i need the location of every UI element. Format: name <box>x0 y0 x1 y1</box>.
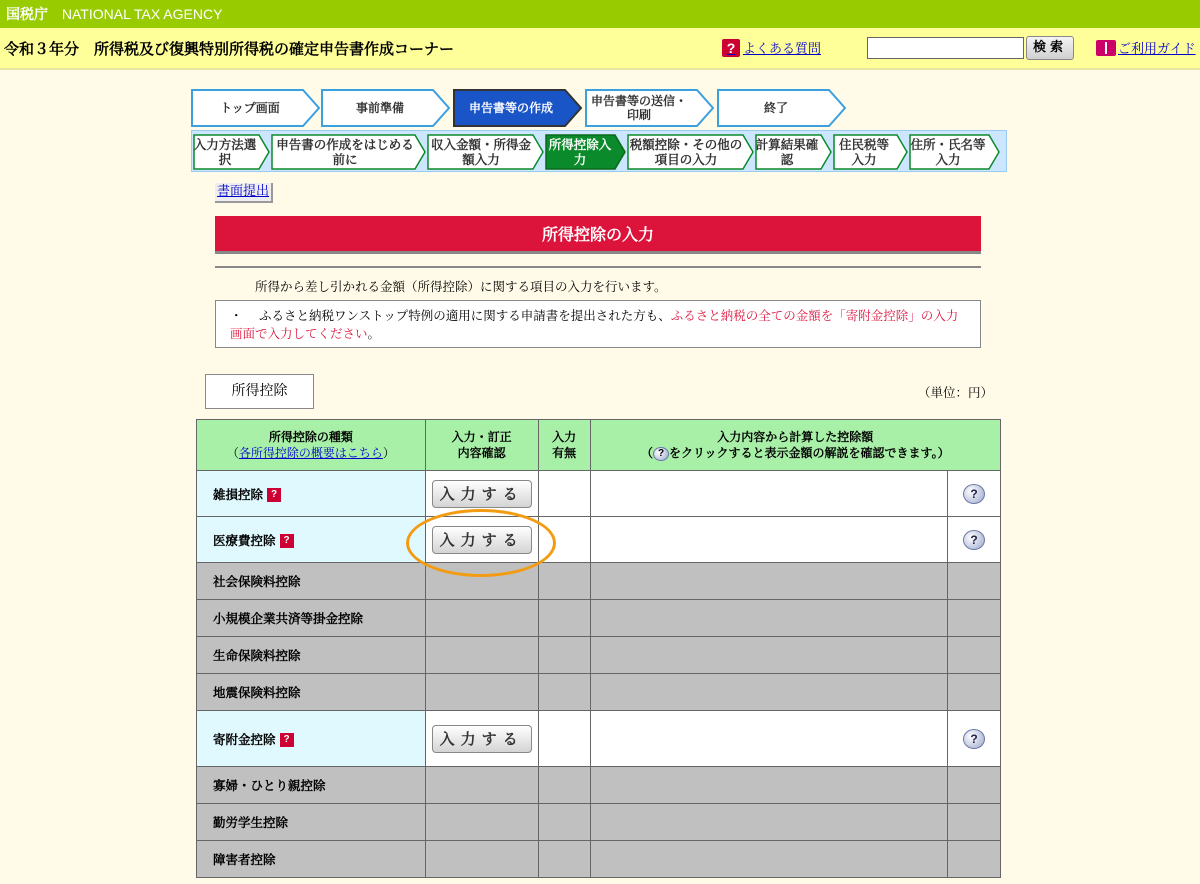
tab-income-deduction[interactable]: 所得控除 <box>205 374 314 409</box>
input-cell <box>425 471 538 517</box>
has-input-cell <box>538 600 590 637</box>
has-input-cell <box>538 674 590 711</box>
step-send-print <box>585 89 715 127</box>
input-cell <box>425 711 538 767</box>
search-input[interactable] <box>867 37 1024 59</box>
input-button-casualty[interactable]: 入力する <box>432 480 532 508</box>
deduction-name <box>197 471 426 517</box>
step-label: 終了 <box>763 101 788 115</box>
table-row <box>197 804 1001 841</box>
substep-calc-result <box>755 134 833 170</box>
search-button[interactable]: 検索 <box>1026 36 1074 60</box>
input-cell <box>425 841 538 878</box>
input-cell <box>425 674 538 711</box>
note-text-red: ふるさと納税の全ての金額を「寄附金控除」の入力画面で入力してください <box>230 308 959 341</box>
col-header-type: 所得控除の種類 （各所得控除の概要はこちら） <box>197 420 426 471</box>
substep-before-start <box>271 134 427 170</box>
question-icon[interactable]: ? <box>280 733 294 747</box>
agency-org: 国税庁 <box>6 6 48 22</box>
substep-input-method <box>193 134 271 170</box>
top-banner <box>0 0 1200 28</box>
col-header-has-input <box>538 420 590 471</box>
help-cell <box>948 600 1001 637</box>
note-text-end: 。 <box>367 326 381 341</box>
amount-cell <box>590 674 947 711</box>
input-cell <box>425 600 538 637</box>
help-icon: ? <box>653 447 669 461</box>
header-label: 所得控除の種類 <box>268 430 353 444</box>
substep-label: 計算結果確認 <box>755 137 819 167</box>
header-note-pre: （ <box>641 446 654 460</box>
help-bubble-icon[interactable]: ? <box>963 530 985 550</box>
substep-label: 申告書の作成をはじめる前に <box>276 137 414 167</box>
header-label: 入力・訂正内容確認 <box>451 430 512 460</box>
deduction-label: 雑損控除 <box>213 486 264 502</box>
deduction-name: 障害者控除 <box>197 841 426 878</box>
substep-tax-credit <box>627 134 755 170</box>
table-row <box>197 600 1001 637</box>
input-cell <box>425 637 538 674</box>
amount-cell <box>590 711 947 767</box>
help-cell <box>948 711 1001 767</box>
help-cell <box>948 471 1001 517</box>
divider <box>215 266 981 268</box>
substep-deduction-input <box>545 134 627 170</box>
help-cell <box>948 563 1001 600</box>
help-bubble-icon[interactable]: ? <box>963 729 985 749</box>
input-button-donation[interactable]: 入力する <box>432 725 532 753</box>
unit-label: （単位：円） <box>918 385 994 400</box>
deduction-name: 寡婦・ひとり親控除 <box>197 767 426 804</box>
amount-cell <box>590 804 947 841</box>
table-row <box>197 637 1001 674</box>
substep-label: 住民税等入力 <box>838 137 889 167</box>
help-cell <box>948 804 1001 841</box>
has-input-cell <box>538 767 590 804</box>
input-cell <box>425 563 538 600</box>
site-header <box>0 28 1200 70</box>
table-row <box>197 517 1001 563</box>
deduction-name: 勤労学生控除 <box>197 804 426 841</box>
step-finish <box>717 89 847 127</box>
deduction-name: 社会保険料控除 <box>197 563 426 600</box>
note-bullet: ・ <box>230 308 243 323</box>
step-top <box>191 89 321 127</box>
table-row <box>197 711 1001 767</box>
note-text: ふるさと納税ワンストップ特例の適用に関する申請書を提出された方も、 <box>259 308 671 323</box>
input-cell <box>425 767 538 804</box>
substep-income-input <box>427 134 545 170</box>
paper-submission-link[interactable]: 書面提出 <box>215 183 273 203</box>
header-label: 入力内容から計算した控除額 <box>717 430 874 444</box>
has-input-cell <box>538 637 590 674</box>
amount-cell <box>590 637 947 674</box>
page-title: 令和３年分 所得税及び復興特別所得税の確定申告書作成コーナー <box>4 40 455 58</box>
deduction-label: 寄附金控除 <box>213 731 276 747</box>
header-note: をクリックすると表示金額の解説を確認できます。） <box>669 446 950 460</box>
has-input-cell <box>538 471 590 517</box>
help-cell <box>948 674 1001 711</box>
sub-progress-steps <box>191 130 1007 172</box>
step-label: 申告書等の作成 <box>468 101 553 115</box>
question-icon[interactable]: ? <box>267 488 281 502</box>
substep-label: 入力方法選択 <box>193 137 257 167</box>
has-input-cell <box>538 563 590 600</box>
substep-address-name <box>909 134 1001 170</box>
has-input-cell <box>538 711 590 767</box>
substep-label: 住所・氏名等入力 <box>910 137 986 167</box>
deduction-name: 小規模企業共済等掛金控除 <box>197 600 426 637</box>
notice-box <box>215 300 981 348</box>
amount-cell <box>590 471 947 517</box>
deduction-table <box>196 419 1001 878</box>
substep-label: 税額控除・その他の項目の入力 <box>629 137 743 167</box>
col-header-confirm <box>425 420 538 471</box>
substep-label: 収入金額・所得金額入力 <box>430 137 531 167</box>
table-row <box>197 471 1001 517</box>
help-bubble-icon[interactable]: ? <box>963 484 985 504</box>
step-create-return <box>453 89 583 127</box>
table-row <box>197 767 1001 804</box>
input-button-medical[interactable]: 入力する <box>432 526 532 554</box>
substep-resident-tax <box>833 134 909 170</box>
help-cell <box>948 517 1001 563</box>
user-guide-link[interactable] <box>1096 38 1196 57</box>
faq-label: よくある質問 <box>743 42 822 57</box>
has-input-cell <box>538 517 590 563</box>
deduction-name <box>197 711 426 767</box>
help-cell <box>948 637 1001 674</box>
agency-name: NATIONAL TAX AGENCY <box>61 6 223 22</box>
section-description: 所得から差し引かれる金額（所得控除）に関する項目の入力を行います。 <box>255 279 667 294</box>
table-row <box>197 841 1001 878</box>
amount-cell <box>590 563 947 600</box>
amount-cell <box>590 600 947 637</box>
deduction-label: 医療費控除 <box>213 532 276 548</box>
step-preparation <box>321 89 451 127</box>
header-label: 入力有無 <box>552 430 577 460</box>
section-title: 所得控除の入力 <box>215 216 981 254</box>
step-label: 申告書等の送信・印刷 <box>591 94 688 122</box>
question-icon: ? <box>722 39 740 57</box>
input-cell <box>425 517 538 563</box>
help-cell <box>948 767 1001 804</box>
faq-link[interactable] <box>722 38 821 57</box>
deduction-name: 生命保険料控除 <box>197 637 426 674</box>
substep-label: 所得控除入力 <box>548 137 612 167</box>
amount-cell <box>590 767 947 804</box>
has-input-cell <box>538 841 590 878</box>
step-label: トップ画面 <box>220 101 280 115</box>
table-row <box>197 674 1001 711</box>
deduction-name: 地震保険料控除 <box>197 674 426 711</box>
col-header-amount <box>590 420 1000 471</box>
table-header-row <box>197 420 1001 471</box>
table-row <box>197 563 1001 600</box>
question-icon[interactable]: ? <box>280 534 294 548</box>
deduction-overview-link[interactable]: 各所得控除の概要はこちら <box>238 446 383 460</box>
input-cell <box>425 804 538 841</box>
book-icon <box>1096 40 1116 56</box>
help-cell <box>948 841 1001 878</box>
guide-label: ご利用ガイド <box>1118 42 1196 57</box>
deduction-name <box>197 517 426 563</box>
amount-cell <box>590 517 947 563</box>
has-input-cell <box>538 804 590 841</box>
amount-cell <box>590 841 947 878</box>
step-label: 事前準備 <box>355 101 404 115</box>
